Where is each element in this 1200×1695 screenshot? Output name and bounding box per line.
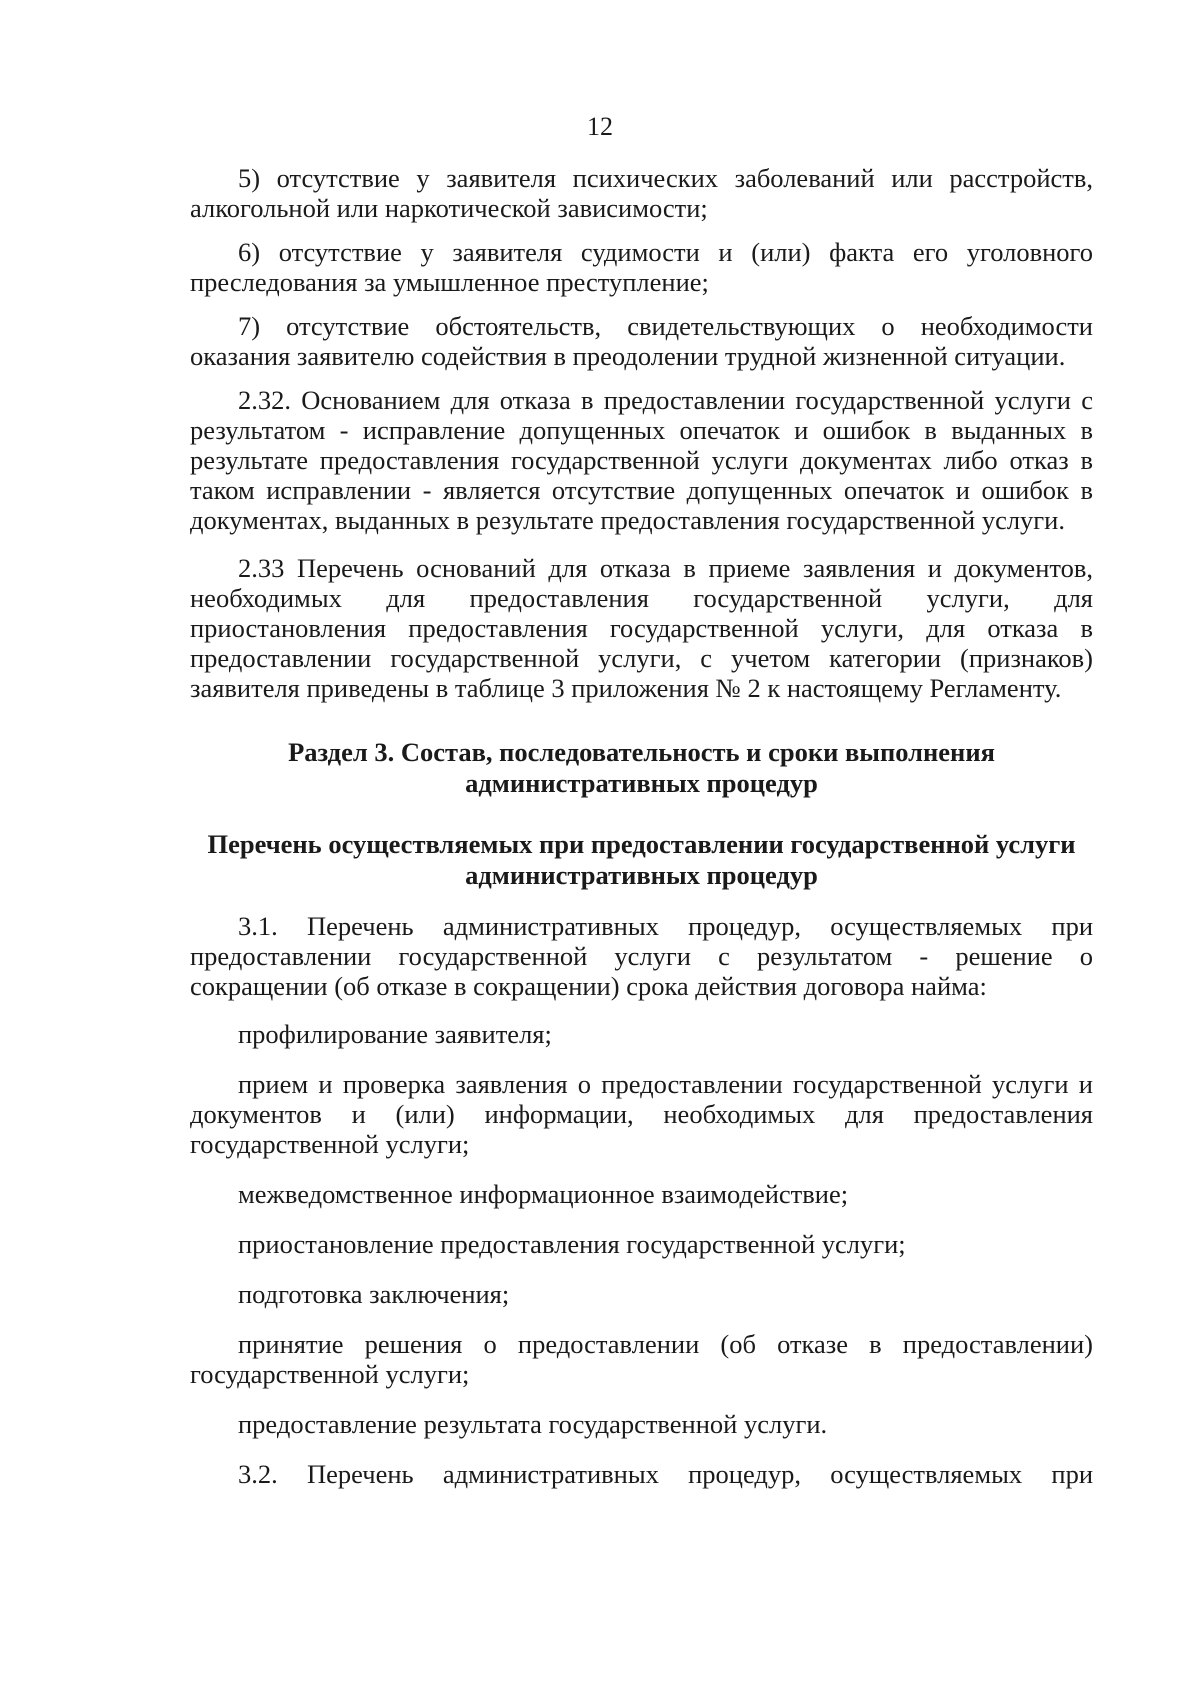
procedure-item: профилирование заявителя; [238,1019,552,1049]
page-number: 12 [587,112,613,141]
section-heading [190,737,1093,799]
sub-heading [190,829,1093,891]
paragraph-3-1: 3.1. Перечень административных процедур, осуществляемых при предоставлении государственной услуги с результатом - решение о сокращении (об отказе в сокращении) срока действия договора найма: [190,911,1093,1001]
paragraph-2-32: 2.32. Основанием для отказа в предоставлении государственной услуги с результатом - исправление допущенных опечаток и ошибок в выданных в результате предоставления государственной услуги документах либо отказ в таком исправлении - является отсутствие допущенных опечаток и ошибок в документах, выданных в результате предоставления государственной услуги. [190,385,1093,535]
procedure-item: приостановление предоставления государственной услуги; [238,1229,906,1259]
paragraph-3-2: 3.2. Перечень административных процедур, осуществляемых при [238,1459,1093,1489]
section-heading-line-1: Раздел 3. Состав, последовательность и сроки выполнения [288,737,995,767]
page-content [190,163,1093,1507]
procedure-item: подготовка заключения; [238,1279,510,1309]
sub-heading-line-1: Перечень осуществляемых при предоставлении государственной услуги [207,829,1076,859]
procedure-item: предоставление результата государственной услуги. [238,1409,828,1439]
paragraph-item-6: 6) отсутствие у заявителя судимости и (или) факта его уголовного преследования за умышленное преступление; [190,237,1093,297]
procedure-item: межведомственное информационное взаимодействие; [238,1179,849,1209]
section-heading-line-2: административных процедур [465,768,818,798]
paragraph-item-7: 7) отсутствие обстоятельств, свидетельствующих о необходимости оказания заявителю содействия в преодолении трудной жизненной ситуации. [190,311,1093,371]
sub-heading-line-2: административных процедур [465,860,818,890]
paragraph-2-33: 2.33 Перечень оснований для отказа в приеме заявления и документов, необходимых для предоставления государственной услуги, для приостановления предоставления государственной услуги, для отказа в предоставлении государственной услуги, с учетом категории (признаков) заявителя приведены в таблице 3 приложения № 2 к настоящему Регламенту. [190,553,1093,703]
procedure-item: прием и проверка заявления о предоставлении государственной услуги и документов и (или) информации, необходимых для предоставления государственной услуги; [190,1069,1093,1159]
procedure-item: принятие решения о предоставлении (об отказе в предоставлении) государственной услуги; [190,1329,1093,1389]
paragraph-item-5: 5) отсутствие у заявителя психических заболеваний или расстройств, алкогольной или наркотической зависимости; [190,163,1093,223]
